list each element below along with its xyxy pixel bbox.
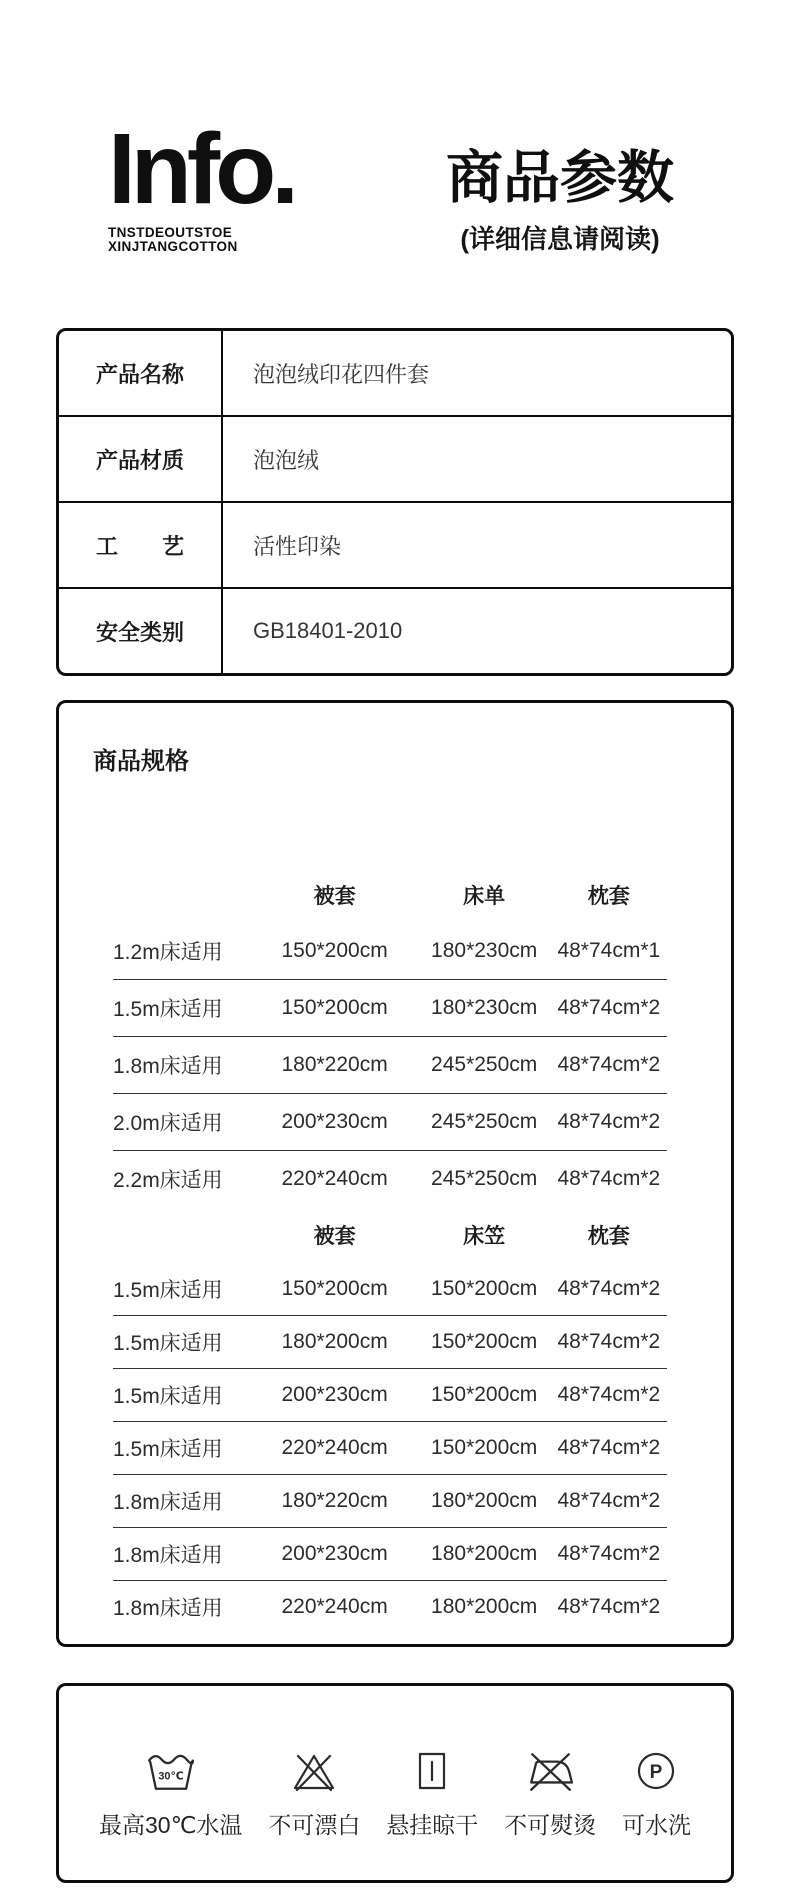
table-row	[113, 980, 667, 1037]
table-row	[113, 923, 667, 980]
product-info-label: 产品名称	[59, 331, 223, 415]
table-row	[113, 1369, 667, 1422]
spec-cell-sheet: 245*250cm	[431, 1110, 538, 1133]
spec-header-cell: 枕套	[587, 885, 630, 908]
spec-cell-duvet: 220*240cm	[281, 1436, 388, 1459]
wash-temp-text: 30℃	[158, 1770, 184, 1783]
table-row	[113, 1581, 667, 1633]
brand-block	[108, 113, 295, 255]
page-subtitle: (详细信息请阅读)	[460, 223, 660, 254]
care-item-label: 不可熨烫	[504, 1812, 597, 1838]
spec-cell-duvet: 220*240cm	[281, 1595, 388, 1618]
table-row	[59, 331, 731, 415]
spec-cell-pillow: 48*74cm*2	[557, 996, 661, 1019]
spec-cell-duvet: 200*230cm	[281, 1383, 388, 1406]
table-row	[59, 415, 731, 501]
spec-cell-duvet: 200*230cm	[281, 1110, 388, 1133]
product-info-value: 泡泡绒	[253, 447, 320, 473]
care-item-label: 可水洗	[621, 1812, 691, 1838]
no-iron-icon	[525, 1748, 575, 1794]
table-row	[113, 1528, 667, 1581]
brand-tagline	[108, 226, 294, 254]
spec-header-cell: 枕套	[587, 1225, 630, 1248]
spec-cell-pillow: 48*74cm*2	[557, 1053, 661, 1076]
care-item	[268, 1748, 360, 1840]
brand-tagline-line1: TNSTDEOUTSTOE	[108, 225, 233, 240]
spec-cell-bed-size: 1.2m床适用	[113, 941, 223, 964]
table-row	[59, 587, 731, 673]
table-row	[113, 1475, 667, 1528]
spec-cell-pillow: 48*74cm*2	[557, 1436, 661, 1459]
care-item	[504, 1748, 596, 1840]
product-info-value: 泡泡绒印花四件套	[253, 361, 430, 387]
spec-cell-sheet: 180*230cm	[431, 939, 538, 962]
table-row	[113, 1037, 667, 1094]
spec-cell-fitted-sheet: 150*200cm	[431, 1436, 538, 1459]
table-row	[113, 1316, 667, 1369]
spec-table	[113, 867, 667, 1633]
spec-cell-duvet: 200*230cm	[281, 1542, 388, 1565]
hang-dry-icon	[408, 1748, 456, 1794]
spec-cell-bed-size: 1.5m床适用	[113, 1332, 223, 1355]
spec-header-row	[113, 1207, 667, 1263]
brand-logo: Info.	[108, 113, 295, 225]
spec-cell-fitted-sheet: 180*200cm	[431, 1542, 538, 1565]
spec-box	[56, 700, 734, 1647]
spec-cell-sheet: 180*230cm	[431, 996, 538, 1019]
care-icons-row	[59, 1686, 731, 1840]
product-info-label: 工 艺	[59, 503, 223, 587]
spec-header-cell: 被套	[313, 885, 356, 908]
spec-cell-duvet: 180*200cm	[281, 1330, 388, 1353]
spec-cell-fitted-sheet: 150*200cm	[431, 1277, 538, 1300]
spec-cell-duvet: 150*200cm	[281, 1277, 388, 1300]
product-info-label: 产品材质	[59, 417, 223, 501]
spec-cell-fitted-sheet: 150*200cm	[431, 1383, 538, 1406]
care-item-label: 悬挂晾干	[386, 1812, 479, 1838]
brand-tagline-line2: XINJTANGCOTTON	[108, 239, 238, 255]
product-info-value: GB18401-2010	[253, 618, 403, 643]
spec-header-cell: 床笠	[463, 1225, 506, 1248]
spec-cell-fitted-sheet: 150*200cm	[431, 1330, 538, 1353]
table-row	[113, 1422, 667, 1475]
wash-30c-icon	[146, 1748, 196, 1794]
table-row	[113, 1151, 667, 1207]
spec-cell-duvet: 150*200cm	[281, 996, 388, 1019]
spec-cell-pillow: 48*74cm*1	[557, 939, 661, 962]
spec-header-row	[113, 867, 667, 923]
spec-cell-fitted-sheet: 180*200cm	[431, 1595, 538, 1618]
title-block	[432, 146, 688, 256]
page-title: 商品参数	[446, 146, 674, 210]
spec-cell-duvet: 220*240cm	[281, 1167, 388, 1190]
spec-cell-bed-size: 1.8m床适用	[113, 1491, 223, 1514]
spec-cell-pillow: 48*74cm*2	[557, 1330, 661, 1353]
spec-cell-bed-size: 1.5m床适用	[113, 1279, 223, 1302]
spec-header-cell: 床单	[463, 885, 506, 908]
spec-cell-bed-size: 1.8m床适用	[113, 1544, 223, 1567]
care-item	[99, 1748, 242, 1840]
spec-cell-bed-size: 1.5m床适用	[113, 998, 223, 1021]
spec-cell-pillow: 48*74cm*2	[557, 1489, 661, 1512]
spec-cell-sheet: 245*250cm	[431, 1167, 538, 1190]
spec-cell-duvet: 150*200cm	[281, 939, 388, 962]
no-bleach-icon	[290, 1748, 338, 1794]
care-item	[622, 1748, 691, 1840]
spec-cell-pillow: 48*74cm*2	[557, 1383, 661, 1406]
spec-cell-pillow: 48*74cm*2	[557, 1277, 661, 1300]
care-item-label: 不可漂白	[268, 1812, 361, 1838]
spec-cell-fitted-sheet: 180*200cm	[431, 1489, 538, 1512]
care-box	[56, 1683, 734, 1883]
spec-cell-bed-size: 1.8m床适用	[113, 1597, 223, 1620]
table-row	[113, 1094, 667, 1151]
spec-cell-bed-size: 2.0m床适用	[113, 1112, 223, 1135]
care-item-label: 最高30℃水温	[99, 1812, 243, 1838]
spec-cell-pillow: 48*74cm*2	[557, 1542, 661, 1565]
table-row	[59, 501, 731, 587]
care-item	[386, 1748, 478, 1840]
spec-cell-pillow: 48*74cm*2	[557, 1167, 661, 1190]
spec-cell-pillow: 48*74cm*2	[557, 1110, 661, 1133]
product-info-label: 安全类别	[59, 589, 223, 673]
spec-cell-pillow: 48*74cm*2	[557, 1595, 661, 1618]
table-row	[113, 1263, 667, 1316]
spec-header-cell: 被套	[313, 1225, 356, 1248]
spec-cell-bed-size: 1.5m床适用	[113, 1438, 223, 1461]
spec-cell-sheet: 245*250cm	[431, 1053, 538, 1076]
spec-cell-bed-size: 1.8m床适用	[113, 1055, 223, 1078]
spec-cell-bed-size: 1.5m床适用	[113, 1385, 223, 1408]
spec-box-title: 商品规格	[93, 748, 189, 775]
product-info-value: 活性印染	[253, 533, 342, 559]
spec-cell-bed-size: 2.2m床适用	[113, 1169, 223, 1192]
spec-cell-duvet: 180*220cm	[281, 1489, 388, 1512]
washable-p-text: P	[650, 1762, 663, 1783]
washable-icon	[632, 1748, 680, 1794]
product-info-table	[56, 328, 734, 676]
spec-cell-duvet: 180*220cm	[281, 1053, 388, 1076]
